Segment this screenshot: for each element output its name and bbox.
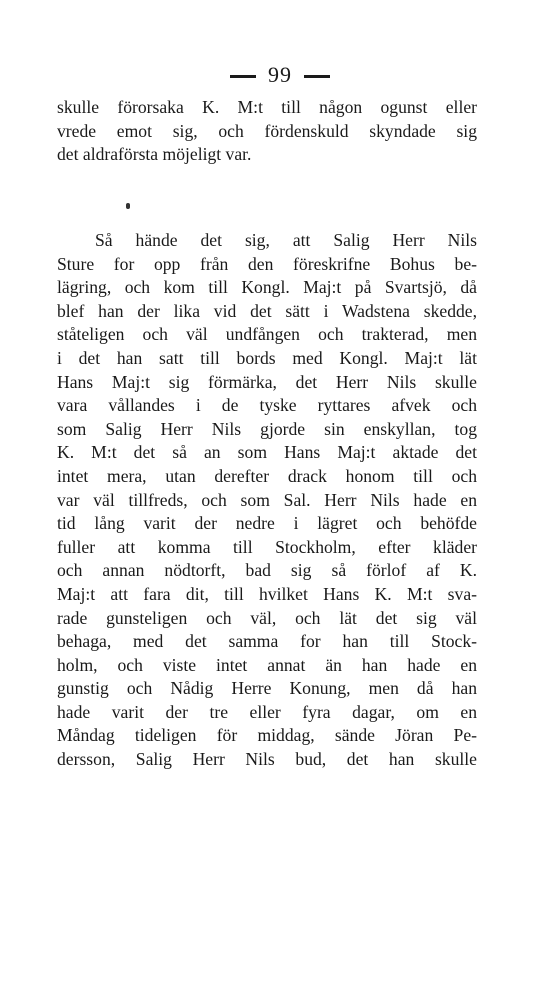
text-line: och annan nödtorft, bad sig så förlof af K.	[57, 560, 477, 581]
paragraph-main	[57, 229, 477, 772]
text-line: Så hände det sig, att Salig Herr Nils	[95, 230, 477, 250]
paragraph-continued	[57, 96, 477, 167]
text-line: fuller att komma till Stockholm, efter kläder	[57, 536, 477, 557]
text-line: var väl tillfreds, och som Sal. Herr Nils hade en	[57, 489, 477, 510]
text-line: holm, och viste intet annat än han hade en	[57, 654, 477, 675]
text-line: Hans Maj:t sig förmärka, det Herr Nils skulle	[57, 371, 477, 392]
text-line: lägring, och kom till Kongl. Maj:t på Svartsjö, då	[57, 277, 477, 298]
header-dash-right	[304, 75, 330, 78]
text-line: Sture for opp från den föreskrifne Bohus be-	[57, 253, 477, 274]
text-line: K. M:t det så an som Hans Maj:t aktade det	[57, 442, 477, 463]
page-number: 99	[268, 62, 292, 87]
text-line: i det han satt till bords med Kongl. Maj:t lät	[57, 347, 477, 368]
text-line: gunstig och Nådig Herre Konung, men då han	[57, 678, 477, 699]
text-line: skulle förorsaka K. M:t till någon ogunst eller	[57, 97, 477, 117]
text-line: vrede emot sig, och fördenskuld skyndade sig	[57, 120, 477, 141]
page-header	[0, 62, 560, 88]
text-line: intet mera, utan derefter drack honom till och	[57, 465, 477, 486]
text-line: rade gunsteligen och väl, och lät det sig väl	[57, 607, 477, 628]
text-line: tid lång varit der nedre i lägret och behöfde	[57, 513, 477, 534]
text-line: blef han der lika vid det sätt i Wadstena skedde,	[57, 300, 477, 321]
text-line: behaga, med det samma for han till Stock-	[57, 631, 477, 652]
text-line: det aldraförsta möjeligt var.	[57, 144, 252, 165]
ink-speck	[126, 203, 130, 209]
text-line: Måndag tideligen för middag, sände Jöran Pe-	[57, 725, 477, 746]
text-line: Maj:t att fara dit, till hvilket Hans K. M:t sva-	[57, 583, 477, 604]
text-line: som Salig Herr Nils gjorde sin enskyllan, tog	[57, 418, 477, 439]
text-line: hade varit der tre eller fyra dagar, om en	[57, 701, 477, 722]
text-line: ståteligen och väl undfången och trakterad, men	[57, 324, 477, 345]
text-line: vara vållandes i de tyske ryttares afvek och	[57, 395, 477, 416]
text-line: dersson, Salig Herr Nils bud, det han skulle	[57, 749, 477, 770]
header-dash-left	[230, 75, 256, 78]
